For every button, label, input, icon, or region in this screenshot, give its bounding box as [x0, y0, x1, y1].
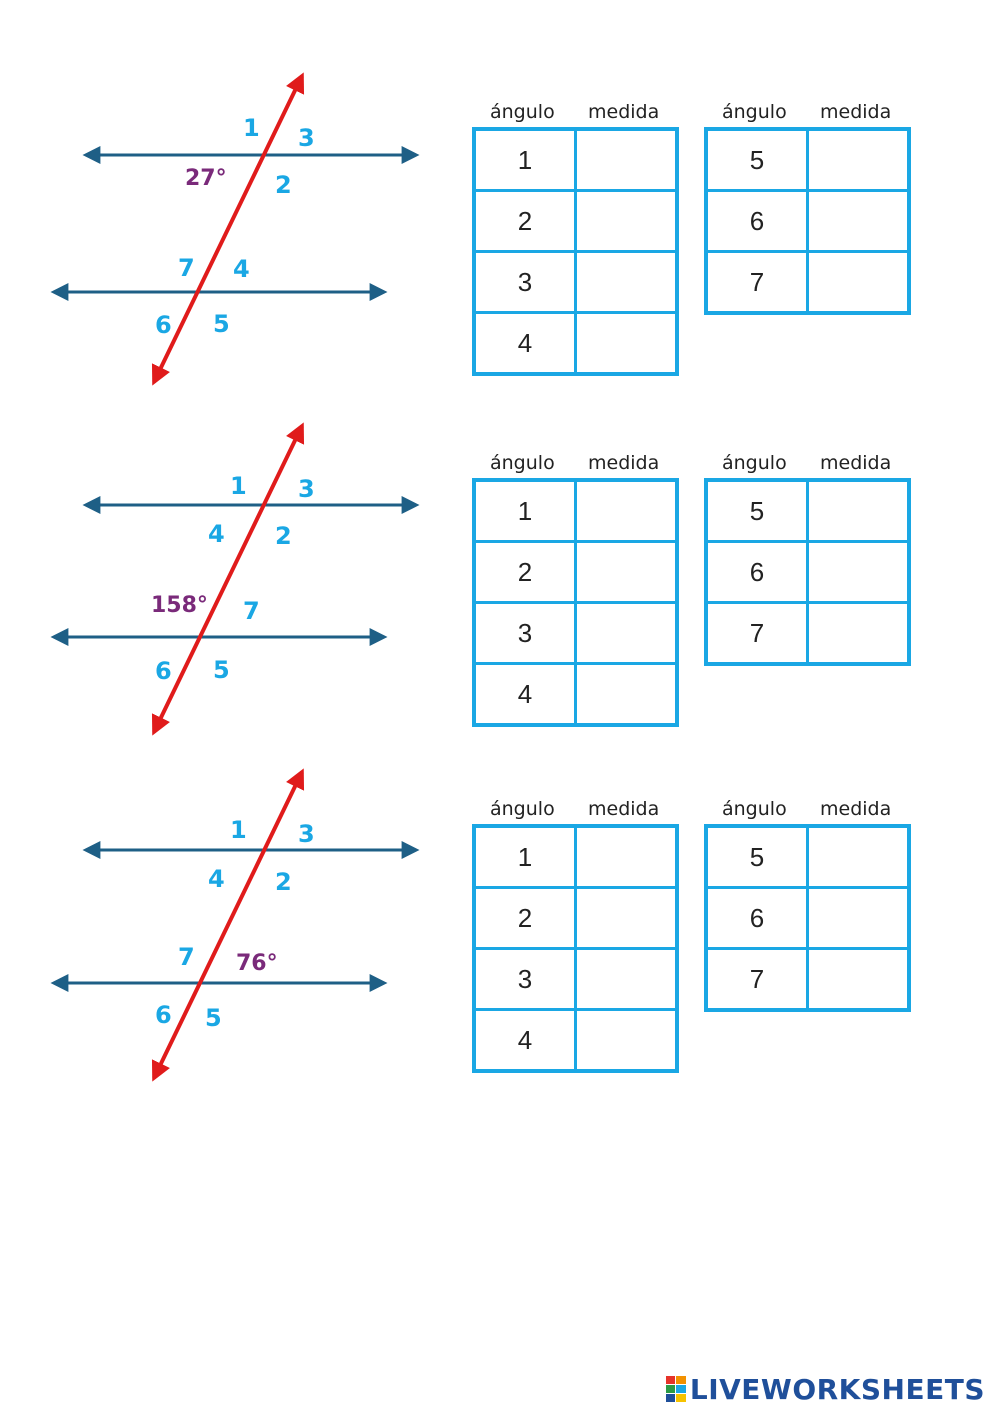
measure-input[interactable]	[808, 252, 910, 314]
measure-input[interactable]	[576, 949, 678, 1010]
table-row	[706, 542, 909, 603]
problem-2	[0, 350, 999, 709]
angle-number: 4	[474, 1010, 576, 1072]
header-angle: ángulo	[490, 101, 555, 123]
header-angle: ángulo	[722, 798, 787, 820]
table-row	[706, 129, 909, 191]
header-measure: medida	[588, 452, 660, 474]
measure-input[interactable]	[808, 949, 910, 1011]
angle-number: 6	[706, 191, 808, 252]
header-angle: ángulo	[490, 452, 555, 474]
measure-input[interactable]	[576, 826, 678, 888]
header-angle: ángulo	[490, 798, 555, 820]
angle-label-4: 4	[233, 255, 250, 283]
angle-number: 2	[474, 191, 576, 252]
transversal-line	[154, 772, 302, 1078]
header-measure: medida	[588, 101, 660, 123]
angle-table-left	[472, 798, 682, 1073]
angle-number: 1	[474, 129, 576, 191]
table-row	[474, 826, 677, 888]
diagram-lines	[40, 60, 440, 400]
table-row	[474, 252, 677, 313]
table-row	[706, 888, 909, 949]
given-angle: 27°	[185, 166, 227, 191]
angle-label-4: 4	[208, 520, 225, 548]
measure-input[interactable]	[576, 603, 678, 664]
angle-number: 7	[706, 949, 808, 1011]
angle-table-right	[704, 452, 914, 666]
table-row	[474, 949, 677, 1010]
angle-number: 5	[706, 826, 808, 888]
problem-1	[0, 0, 999, 358]
angle-table-left	[472, 452, 682, 727]
measure-input[interactable]	[576, 542, 678, 603]
measure-input[interactable]	[808, 480, 910, 542]
angle-number: 7	[706, 603, 808, 665]
angle-label-5: 5	[213, 656, 230, 684]
angle-label-1: 1	[243, 114, 260, 142]
angle-number: 6	[706, 542, 808, 603]
table-row	[706, 191, 909, 252]
table-row	[706, 480, 909, 542]
angle-table-right	[704, 798, 914, 1012]
table-row	[706, 949, 909, 1011]
table-row	[474, 888, 677, 949]
angle-number: 4	[474, 664, 576, 726]
problem-3	[0, 696, 999, 1055]
diagram-lines	[40, 756, 440, 1096]
angle-label-1: 1	[230, 816, 247, 844]
parallel-lines-diagram	[40, 756, 440, 1096]
table-row	[706, 252, 909, 314]
table-row	[474, 542, 677, 603]
header-angle: ángulo	[722, 452, 787, 474]
parallel-lines-diagram	[40, 60, 440, 400]
measure-input[interactable]	[576, 888, 678, 949]
measure-input[interactable]	[576, 1010, 678, 1072]
angle-number: 1	[474, 480, 576, 542]
angle-number: 2	[474, 542, 576, 603]
angle-label-5: 5	[213, 310, 230, 338]
header-measure: medida	[820, 452, 892, 474]
measure-input[interactable]	[576, 191, 678, 252]
angle-number: 5	[706, 129, 808, 191]
angle-label-7: 7	[243, 597, 260, 625]
angle-label-7: 7	[178, 254, 195, 282]
angle-table-left	[472, 101, 682, 376]
table-row	[706, 826, 909, 888]
angle-number: 3	[474, 603, 576, 664]
brand-name: LIVEWORKSHEETS	[689, 1372, 985, 1406]
angle-label-2: 2	[275, 171, 292, 199]
header-angle: ángulo	[722, 101, 787, 123]
table-row	[474, 1010, 677, 1072]
measure-input[interactable]	[808, 826, 910, 888]
angle-label-6: 6	[155, 311, 172, 339]
table-row	[474, 129, 677, 191]
liveworksheets-logo[interactable]	[666, 1372, 985, 1406]
angle-label-6: 6	[155, 1001, 172, 1029]
measure-input[interactable]	[808, 542, 910, 603]
measure-input[interactable]	[576, 252, 678, 313]
angle-number: 1	[474, 826, 576, 888]
table-row	[474, 191, 677, 252]
angle-number: 4	[474, 313, 576, 375]
table-row	[706, 603, 909, 665]
header-measure: medida	[820, 798, 892, 820]
angle-label-4: 4	[208, 865, 225, 893]
given-angle: 76°	[236, 951, 278, 976]
angle-number: 2	[474, 888, 576, 949]
header-measure: medida	[820, 101, 892, 123]
measure-input[interactable]	[576, 480, 678, 542]
angle-number: 3	[474, 949, 576, 1010]
measure-input[interactable]	[808, 129, 910, 191]
angle-label-5: 5	[205, 1004, 222, 1032]
angle-number: 6	[706, 888, 808, 949]
table-row	[474, 480, 677, 542]
angle-number: 7	[706, 252, 808, 314]
transversal-line	[154, 426, 302, 732]
angle-label-3: 3	[298, 820, 315, 848]
angle-label-2: 2	[275, 522, 292, 550]
measure-input[interactable]	[808, 603, 910, 665]
angle-label-1: 1	[230, 472, 247, 500]
angle-label-3: 3	[298, 124, 315, 152]
given-angle: 158°	[151, 593, 208, 618]
table-row	[474, 603, 677, 664]
angle-label-7: 7	[178, 943, 195, 971]
angle-number: 3	[474, 252, 576, 313]
measure-input[interactable]	[808, 191, 910, 252]
measure-input[interactable]	[576, 129, 678, 191]
liveworksheets-logo-icon	[666, 1376, 686, 1402]
angle-label-6: 6	[155, 657, 172, 685]
angle-label-2: 2	[275, 868, 292, 896]
header-measure: medida	[588, 798, 660, 820]
measure-input[interactable]	[808, 888, 910, 949]
angle-label-3: 3	[298, 475, 315, 503]
angle-number: 5	[706, 480, 808, 542]
angle-table-right	[704, 101, 914, 315]
